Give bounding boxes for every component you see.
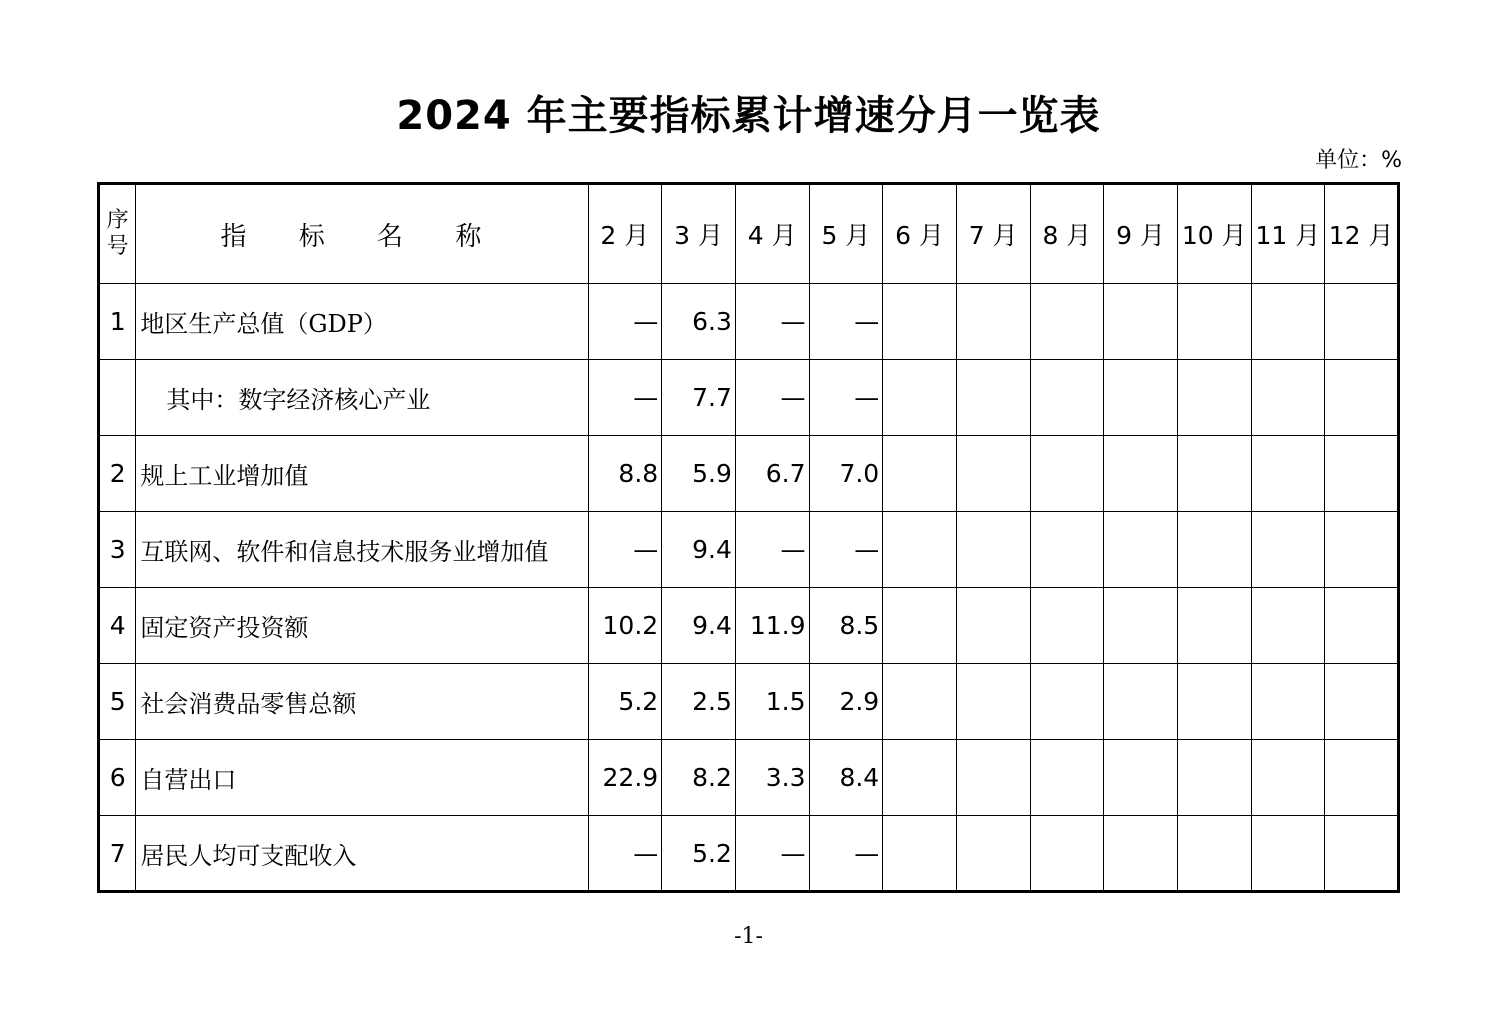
indicator-value (883, 436, 957, 512)
indicator-value: 5.9 (662, 436, 736, 512)
header-month: 6 月 (883, 184, 957, 284)
indicator-value (1177, 284, 1251, 360)
indicator-value: 10.2 (588, 588, 662, 664)
indicator-value (1030, 512, 1104, 588)
row-number (99, 360, 136, 436)
indicator-table (97, 182, 1400, 893)
row-number: 2 (99, 436, 136, 512)
indicator-value (1325, 284, 1399, 360)
indicator-value: — (809, 512, 883, 588)
row-number: 7 (99, 816, 136, 892)
indicator-value (1177, 512, 1251, 588)
indicator-value (883, 512, 957, 588)
row-number: 1 (99, 284, 136, 360)
table-row (99, 436, 1399, 512)
table-row (99, 740, 1399, 816)
indicator-value (883, 360, 957, 436)
indicator-value (1030, 664, 1104, 740)
indicator-value (1104, 436, 1178, 512)
indicator-name: 居民人均可支配收入 (136, 816, 588, 892)
indicator-value: 8.4 (809, 740, 883, 816)
unit-label: 单位：% (1315, 148, 1402, 173)
header-month: 5 月 (809, 184, 883, 284)
indicator-value (1104, 588, 1178, 664)
table-row (99, 360, 1399, 436)
indicator-value: 5.2 (588, 664, 662, 740)
indicator-value (1030, 284, 1104, 360)
table-row (99, 664, 1399, 740)
indicator-value (1325, 664, 1399, 740)
indicator-name: 规上工业增加值 (136, 436, 588, 512)
row-number: 4 (99, 588, 136, 664)
indicator-value: — (588, 512, 662, 588)
indicator-value (883, 664, 957, 740)
indicator-value (1325, 816, 1399, 892)
table-body (99, 284, 1399, 892)
header-month: 7 月 (956, 184, 1030, 284)
indicator-value (1177, 436, 1251, 512)
indicator-value (883, 740, 957, 816)
table-row (99, 284, 1399, 360)
indicator-value (1030, 436, 1104, 512)
indicator-value (1030, 816, 1104, 892)
table-row (99, 588, 1399, 664)
indicator-value (1177, 664, 1251, 740)
indicator-value (956, 360, 1030, 436)
indicator-value (1251, 664, 1325, 740)
indicator-name: 社会消费品零售总额 (136, 664, 588, 740)
indicator-value: — (588, 284, 662, 360)
page-number: -1- (734, 924, 763, 949)
indicator-name: 固定资产投资额 (136, 588, 588, 664)
indicator-value: 6.7 (735, 436, 809, 512)
indicator-value: — (735, 284, 809, 360)
indicator-value (1251, 512, 1325, 588)
indicator-value: — (809, 360, 883, 436)
indicator-value (1104, 360, 1178, 436)
indicator-value (1177, 588, 1251, 664)
indicator-value (1104, 512, 1178, 588)
indicator-name: 地区生产总值（GDP） (136, 284, 588, 360)
indicator-value: 7.7 (662, 360, 736, 436)
indicator-value (1251, 436, 1325, 512)
table-row (99, 512, 1399, 588)
indicator-value (1104, 284, 1178, 360)
indicator-value (956, 740, 1030, 816)
header-no: 序 号 (99, 184, 136, 284)
indicator-value: 11.9 (735, 588, 809, 664)
header-month: 10 月 (1177, 184, 1251, 284)
indicator-value: — (588, 360, 662, 436)
indicator-value (1251, 588, 1325, 664)
table-header-row (99, 184, 1399, 284)
indicator-value (1030, 360, 1104, 436)
indicator-value: 8.2 (662, 740, 736, 816)
indicator-value (1030, 588, 1104, 664)
indicator-value (1251, 816, 1325, 892)
indicator-value (883, 816, 957, 892)
indicator-value (956, 436, 1030, 512)
indicator-value (1325, 360, 1399, 436)
indicator-value (883, 284, 957, 360)
indicator-value (883, 588, 957, 664)
indicator-name: 互联网、软件和信息技术服务业增加值 (136, 512, 588, 588)
indicator-value: — (809, 284, 883, 360)
indicator-value: 2.5 (662, 664, 736, 740)
indicator-name: 其中：数字经济核心产业 (136, 360, 588, 436)
indicator-value: — (735, 512, 809, 588)
indicator-value (1030, 740, 1104, 816)
indicator-value: 3.3 (735, 740, 809, 816)
indicator-value: — (809, 816, 883, 892)
row-number: 5 (99, 664, 136, 740)
indicator-value (1325, 436, 1399, 512)
indicator-value (1177, 816, 1251, 892)
indicator-value (1104, 740, 1178, 816)
indicator-value: 22.9 (588, 740, 662, 816)
indicator-value (1104, 664, 1178, 740)
indicator-value (1251, 740, 1325, 816)
page-title: 2024 年主要指标累计增速分月一览表 (396, 93, 1101, 139)
indicator-value (1177, 360, 1251, 436)
indicator-value (1325, 588, 1399, 664)
header-name: 指 标 名 称 (136, 184, 588, 284)
indicator-value: 6.3 (662, 284, 736, 360)
indicator-value: 8.8 (588, 436, 662, 512)
indicator-value (956, 588, 1030, 664)
indicator-value: — (735, 360, 809, 436)
indicator-value (1104, 816, 1178, 892)
header-month: 12 月 (1325, 184, 1399, 284)
header-month: 11 月 (1251, 184, 1325, 284)
indicator-value (956, 816, 1030, 892)
indicator-value (1177, 740, 1251, 816)
indicator-value (1251, 360, 1325, 436)
header-month: 9 月 (1104, 184, 1178, 284)
header-month: 4 月 (735, 184, 809, 284)
indicator-value: 9.4 (662, 512, 736, 588)
indicator-value: 5.2 (662, 816, 736, 892)
indicator-value: 2.9 (809, 664, 883, 740)
indicator-value: 9.4 (662, 588, 736, 664)
indicator-value: — (735, 816, 809, 892)
indicator-value (956, 284, 1030, 360)
indicator-value: — (588, 816, 662, 892)
indicator-value (1325, 512, 1399, 588)
indicator-value: 7.0 (809, 436, 883, 512)
indicator-value: 8.5 (809, 588, 883, 664)
table-row (99, 816, 1399, 892)
indicator-value (1251, 284, 1325, 360)
indicator-value (956, 512, 1030, 588)
indicator-value (1325, 740, 1399, 816)
header-month: 3 月 (662, 184, 736, 284)
indicator-name: 自营出口 (136, 740, 588, 816)
row-number: 6 (99, 740, 136, 816)
row-number: 3 (99, 512, 136, 588)
header-month: 2 月 (588, 184, 662, 284)
indicator-value (956, 664, 1030, 740)
indicator-value: 1.5 (735, 664, 809, 740)
header-month: 8 月 (1030, 184, 1104, 284)
